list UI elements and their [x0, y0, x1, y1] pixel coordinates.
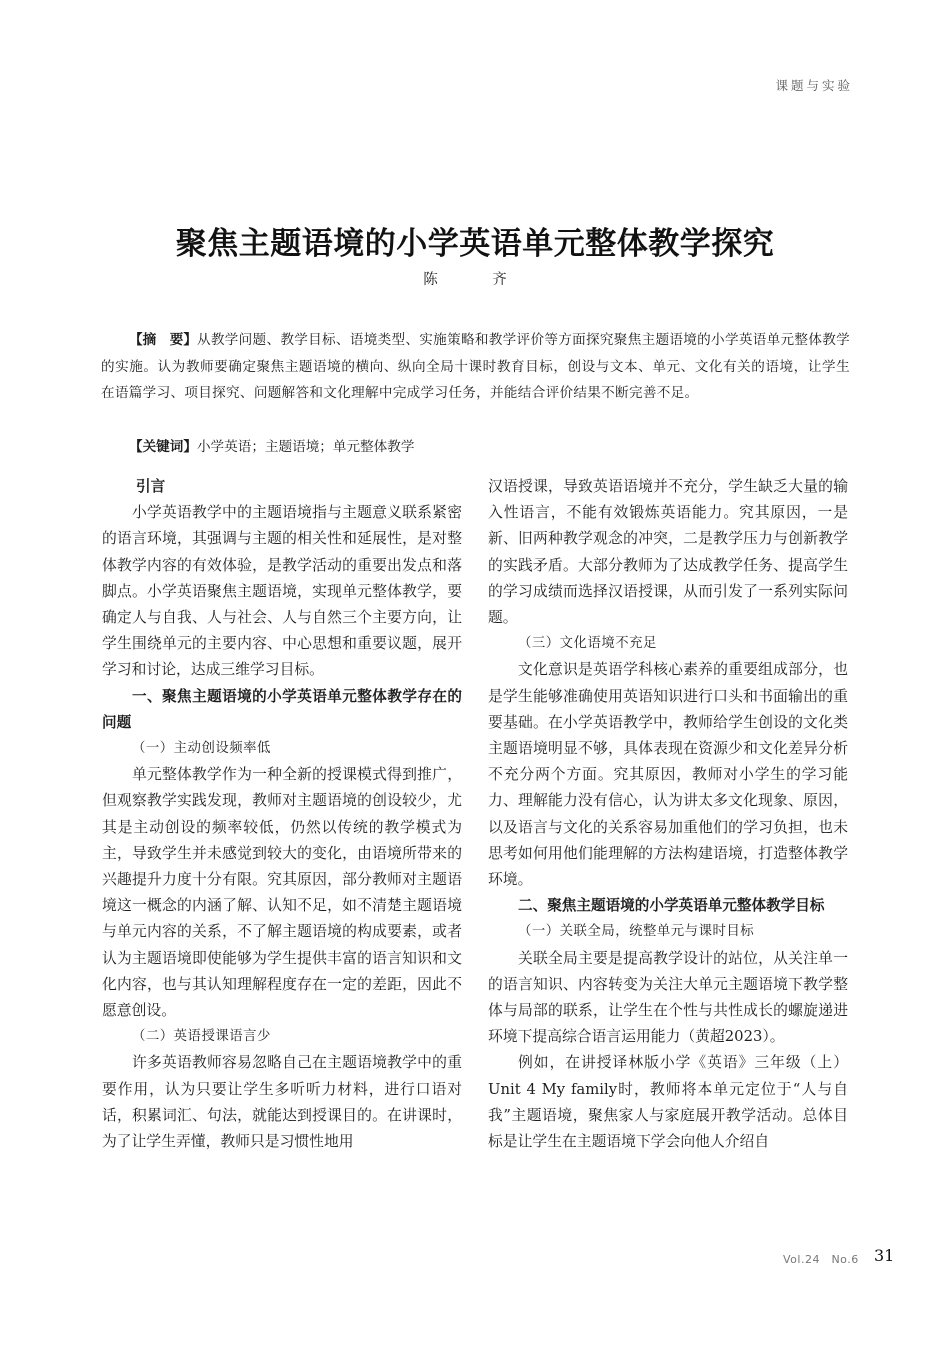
subsection-1-paragraph: 单元整体教学作为一种全新的授课模式得到推广，但观察教学实践发现，教师对主题语境的创设较少，尤其是主动创设的频率较低，仍然以传统的教学模式为主，导致学生并未感觉到较大的变化，由语境所带来的兴趣提升力度十分有限。究其原因，部分教师对主题语境这一概念的内涵了解、认知不足，如不清楚主题语境与单元内容的关系，不了解主题语境的构成要素，或者认为主题语境即使能够为学生提供丰富的语言知识和文化内容，也与其认知理解程度存在一定的差距，因此不愿意创设。: [102, 766, 462, 1020]
example-paragraph: 例如，在讲授译林版小学《英语》三年级（上）Unit 4 My family时，教师将本单元定位于“人与自我”主题语境，聚焦家人与家庭展开教学活动。总体目标是让学生在主题语境下学会向他人介绍自: [488, 1054, 848, 1151]
abstract: [101, 327, 850, 407]
continued-paragraph: 汉语授课，导致英语语境并不充分，学生缺乏大量的输入性语言，不能有效锻炼英语能力。究其原因，一是新、旧两种教学观念的冲突，二是教学压力与创新教学的实践矛盾。大部分教师为了达成教学任务、提高学生的学习成绩而选择汉语授课，从而引发了一系列实际问题。: [488, 478, 848, 627]
abstract-label: 【摘 要】: [129, 332, 197, 348]
subsection-3-heading: （三）文化语境不充足: [518, 636, 657, 652]
volume-issue: Vol.24 No.6: [783, 1253, 859, 1266]
keywords-label: 【关键词】: [129, 439, 197, 455]
author-name: 陈 齐: [423, 272, 527, 288]
intro-paragraph: 小学英语教学中的主题语境指与主题意义联系紧密的语言环境，其强调与主题的相关性和延展性，是对整体教学内容的有效体验，是教学活动的重要出发点和落脚点。小学英语聚焦主题语境，实现单元整体教学，要确定人与自我、人与社会、人与自然三个主要方向，让学生围绕单元的主要内容、中心思想和重要议题，展开学习和讨论，达成三维学习目标。: [102, 504, 462, 679]
subsection-4-paragraph: 关联全局主要是提高教学设计的站位，从关注单一的语言知识、内容转变为关注大单元主题语境下教学整体与局部的联系，让学生在个性与共性成长的螺旋递进环境下提高综合语言运用能力（黄超2023）。: [488, 949, 848, 1046]
article-title: 聚焦主题语境的小学英语单元整体教学探究: [175, 226, 775, 262]
subsection-2-heading: （二）英语授课语言少: [132, 1029, 271, 1045]
subsection-1-heading: （一）主动创设频率低: [132, 741, 271, 757]
subsection-4-heading: （一）关联全局，统整单元与课时目标: [518, 924, 755, 940]
subsection-2-paragraph: 许多英语教师容易忽略自己在主题语境教学中的重要作用，认为只要让学生多听听力材料，进行口语对话，积累词汇、句法，就能达到授课目的。在讲课时，为了让学生弄懂，教师只是习惯性地用: [102, 1054, 462, 1151]
keywords-text: 小学英语；主题语境；单元整体教学: [196, 439, 415, 455]
left-column: [102, 474, 462, 1155]
page-number: 31: [874, 1246, 895, 1265]
abstract-text: 从教学问题、教学目标、语境类型、实施策略和教学评价等方面探究聚焦主题语境的小学英语单元整体教学的实施。认为教师要确定聚焦主题语境的横向、纵向全局十课时教育目标，创设与文本、单元、文化有关的语境，让学生在语篇学习、项目探究、问题解答和文化理解中完成学习任务，并能结合评价结果不断完善不足。: [101, 332, 851, 401]
subsection-3-paragraph: 文化意识是英语学科核心素养的重要组成部分，也是学生能够准确使用英语知识进行口头和书面输出的重要基础。在小学英语教学中，教师给学生创设的文化类主题语境明显不够，具体表现在资源少和文化差异分析不充分两个方面。究其原因，教师对小学生的学习能力、理解能力没有信心，认为讲太多文化现象、原因，以及语言与文化的关系容易加重他们的学习负担，也未思考如何用他们能理解的方法构建语境，打造整体教学环境。: [488, 661, 848, 889]
section2-heading: 二、聚焦主题语境的小学英语单元整体教学目标: [518, 897, 825, 915]
running-head: 课题与实验: [775, 78, 853, 93]
intro-heading: 引言: [136, 478, 166, 495]
keywords: [129, 434, 414, 461]
right-column: [488, 474, 848, 1155]
section1-heading: 一、聚焦主题语境的小学英语单元整体教学存在的问题: [102, 687, 462, 731]
